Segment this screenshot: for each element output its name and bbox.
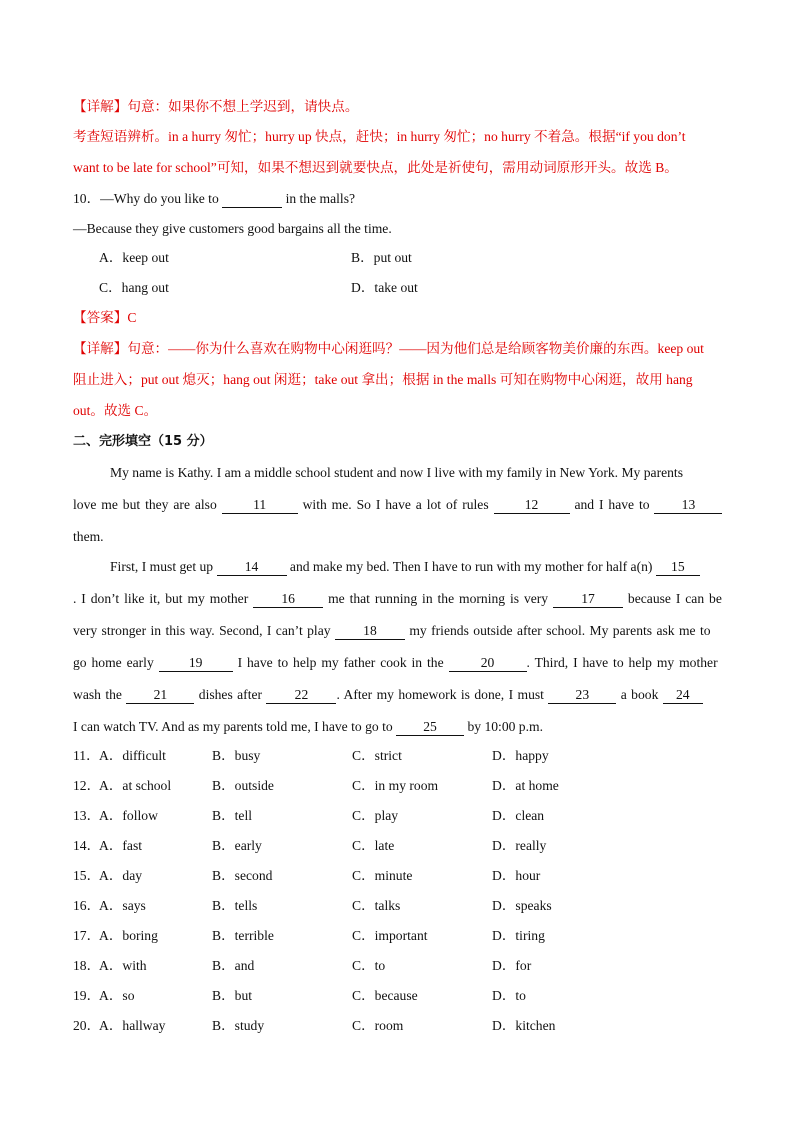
q10-response: —Because they give customers good bargains all the time. xyxy=(73,221,392,236)
blank-11: 11 xyxy=(222,496,298,514)
choice-row xyxy=(0,926,800,946)
q10-stem-before: 10．—Why do you like to xyxy=(73,191,219,206)
blank-13: 13 xyxy=(654,496,722,514)
choice-option-b: B．but xyxy=(212,988,253,1003)
choice-option-b: B．and xyxy=(212,958,255,973)
choice-number: 16． xyxy=(73,898,101,913)
choice-option-b: B．study xyxy=(212,1018,265,1033)
choice-row xyxy=(0,1016,800,1036)
choice-option-a: A．so xyxy=(99,988,135,1003)
blank-22: 22 xyxy=(266,686,336,704)
choice-number: 18． xyxy=(73,958,101,973)
explain9-head: 【详解】句意：如果你不想上学迟到，请快点。 xyxy=(73,99,359,114)
choice-row xyxy=(0,866,800,886)
choice-option-d: D．hour xyxy=(492,868,541,883)
choice-option-d: D．for xyxy=(492,958,532,973)
choice-option-c: C．room xyxy=(352,1018,404,1033)
choice-option-d: D．at home xyxy=(492,778,559,793)
blank-12: 12 xyxy=(494,496,570,514)
choice-number: 13． xyxy=(73,808,101,823)
choice-row xyxy=(0,956,800,976)
q10-explain-line1: 【详解】句意：——你为什么喜欢在购物中心闲逛吗？——因为他们总是给顾客物美价廉的东西。keep out xyxy=(73,341,704,356)
choice-row xyxy=(0,836,800,856)
choice-option-a: A．says xyxy=(99,898,146,913)
blank-18: 18 xyxy=(335,622,405,640)
choice-option-a: A．difficult xyxy=(99,748,166,763)
choice-option-a: A．day xyxy=(99,868,143,883)
choice-option-a: A．fast xyxy=(99,838,143,853)
choice-number: 19． xyxy=(73,988,101,1003)
choice-option-d: D．tiring xyxy=(492,928,545,943)
explain9-line3: want to be late for school”可知，如果不想迟到就要快点，此处是祈使句，需用动词原形开头。故选 B。 xyxy=(73,160,678,175)
passage-p2-line6: I can watch TV. And as my parents told me, I have to go to 25 by 10:00 p.m. xyxy=(73,719,543,734)
passage-p2-line2: . I don’t like it, but my mother 16 me that running in the morning is very 17 because I can be xyxy=(73,591,722,606)
choice-option-b: B．second xyxy=(212,868,273,883)
choice-option-c: C．strict xyxy=(352,748,402,763)
passage-p2-line1: First, I must get up 14 and make my bed. Then I have to run with my mother for half a(n) 15 xyxy=(110,557,700,577)
blank-20: 20 xyxy=(449,654,527,672)
choice-number: 17． xyxy=(73,928,101,943)
choice-option-c: C．play xyxy=(352,808,399,823)
q10-option-d: D．take out xyxy=(351,280,418,295)
choice-option-d: D．clean xyxy=(492,808,545,823)
choice-option-d: D．happy xyxy=(492,748,549,763)
q10-blank xyxy=(222,190,282,208)
choice-option-a: A．follow xyxy=(99,808,158,823)
choice-option-b: B．tells xyxy=(212,898,258,913)
q10-stem-after: in the malls? xyxy=(285,191,356,206)
q10-explain-line3: out。故选 C。 xyxy=(73,403,158,418)
q10-option-b: B．put out xyxy=(351,250,412,265)
choice-option-b: B．early xyxy=(212,838,262,853)
q10-option-a: A．keep out xyxy=(99,250,169,265)
q10-explain-line2: 阻止进入；put out 熄灭；hang out 闲逛；take out 拿出；根据 in the malls 可知在购物中心闲逛，故用 hang xyxy=(73,372,693,387)
choice-option-d: D．kitchen xyxy=(492,1018,556,1033)
blank-23: 23 xyxy=(548,686,616,704)
choice-number: 15． xyxy=(73,868,101,883)
choice-option-c: C．because xyxy=(352,988,418,1003)
choice-option-c: C．in my room xyxy=(352,778,439,793)
choice-number: 11． xyxy=(73,748,100,763)
passage-p1-line1: My name is Kathy. I am a middle school student and now I live with my family in New York. My parents xyxy=(110,465,683,480)
choice-option-a: A．with xyxy=(99,958,147,973)
choice-option-b: B．busy xyxy=(212,748,261,763)
choice-option-c: C．talks xyxy=(352,898,401,913)
choice-row xyxy=(0,806,800,826)
choice-row xyxy=(0,986,800,1006)
blank-25: 25 xyxy=(396,718,464,736)
choice-option-d: D．to xyxy=(492,988,526,1003)
choice-row xyxy=(0,776,800,796)
choice-option-a: A．hallway xyxy=(99,1018,166,1033)
choice-row xyxy=(0,896,800,916)
choice-option-b: B．tell xyxy=(212,808,253,823)
q10-option-c: C．hang out xyxy=(99,280,169,295)
blank-21: 21 xyxy=(126,686,194,704)
blank-17: 17 xyxy=(553,590,623,608)
choice-option-a: A．at school xyxy=(99,778,172,793)
choice-option-c: C．late xyxy=(352,838,395,853)
choice-number: 20． xyxy=(73,1018,101,1033)
passage-p1-line3: them. xyxy=(73,529,104,544)
choice-option-c: C．minute xyxy=(352,868,413,883)
section-title: 二、完形填空（15 分） xyxy=(73,434,213,449)
passage-p2-line3: very stronger in this way. Second, I can’t play 18 my friends outside after school. My parents ask me to xyxy=(73,623,711,638)
choice-number: 14． xyxy=(73,838,101,853)
choice-option-d: D．speaks xyxy=(492,898,552,913)
blank-19: 19 xyxy=(159,654,233,672)
explain9-line2: 考查短语辨析。in a hurry 匆忙；hurry up 快点，赶快；in hurry 匆忙；no hurry 不着急。根据“if you don’t xyxy=(73,129,686,144)
choice-row xyxy=(0,746,800,766)
choice-option-d: D．really xyxy=(492,838,547,853)
blank-15: 15 xyxy=(656,558,700,576)
blank-14: 14 xyxy=(217,558,287,576)
q10-stem xyxy=(73,189,355,209)
choice-option-c: C．to xyxy=(352,958,386,973)
passage-p2-line5: wash the 21 dishes after 22 . After my homework is done, I must 23 a book 24 xyxy=(73,685,703,705)
choice-option-a: A．boring xyxy=(99,928,158,943)
choice-number: 12． xyxy=(73,778,101,793)
blank-24: 24 xyxy=(663,686,703,704)
passage-p1-line2: love me but they are also 11 with me. So I have a lot of rules 12 and I have to 13 xyxy=(73,495,722,515)
choice-option-b: B．outside xyxy=(212,778,274,793)
choice-option-c: C．important xyxy=(352,928,428,943)
blank-16: 16 xyxy=(253,590,323,608)
choice-option-b: B．terrible xyxy=(212,928,274,943)
passage-p2-line4: go home early 19 I have to help my father cook in the 20 . Third, I have to help my mother xyxy=(73,655,718,670)
q10-answer: 【答案】C xyxy=(73,310,137,325)
